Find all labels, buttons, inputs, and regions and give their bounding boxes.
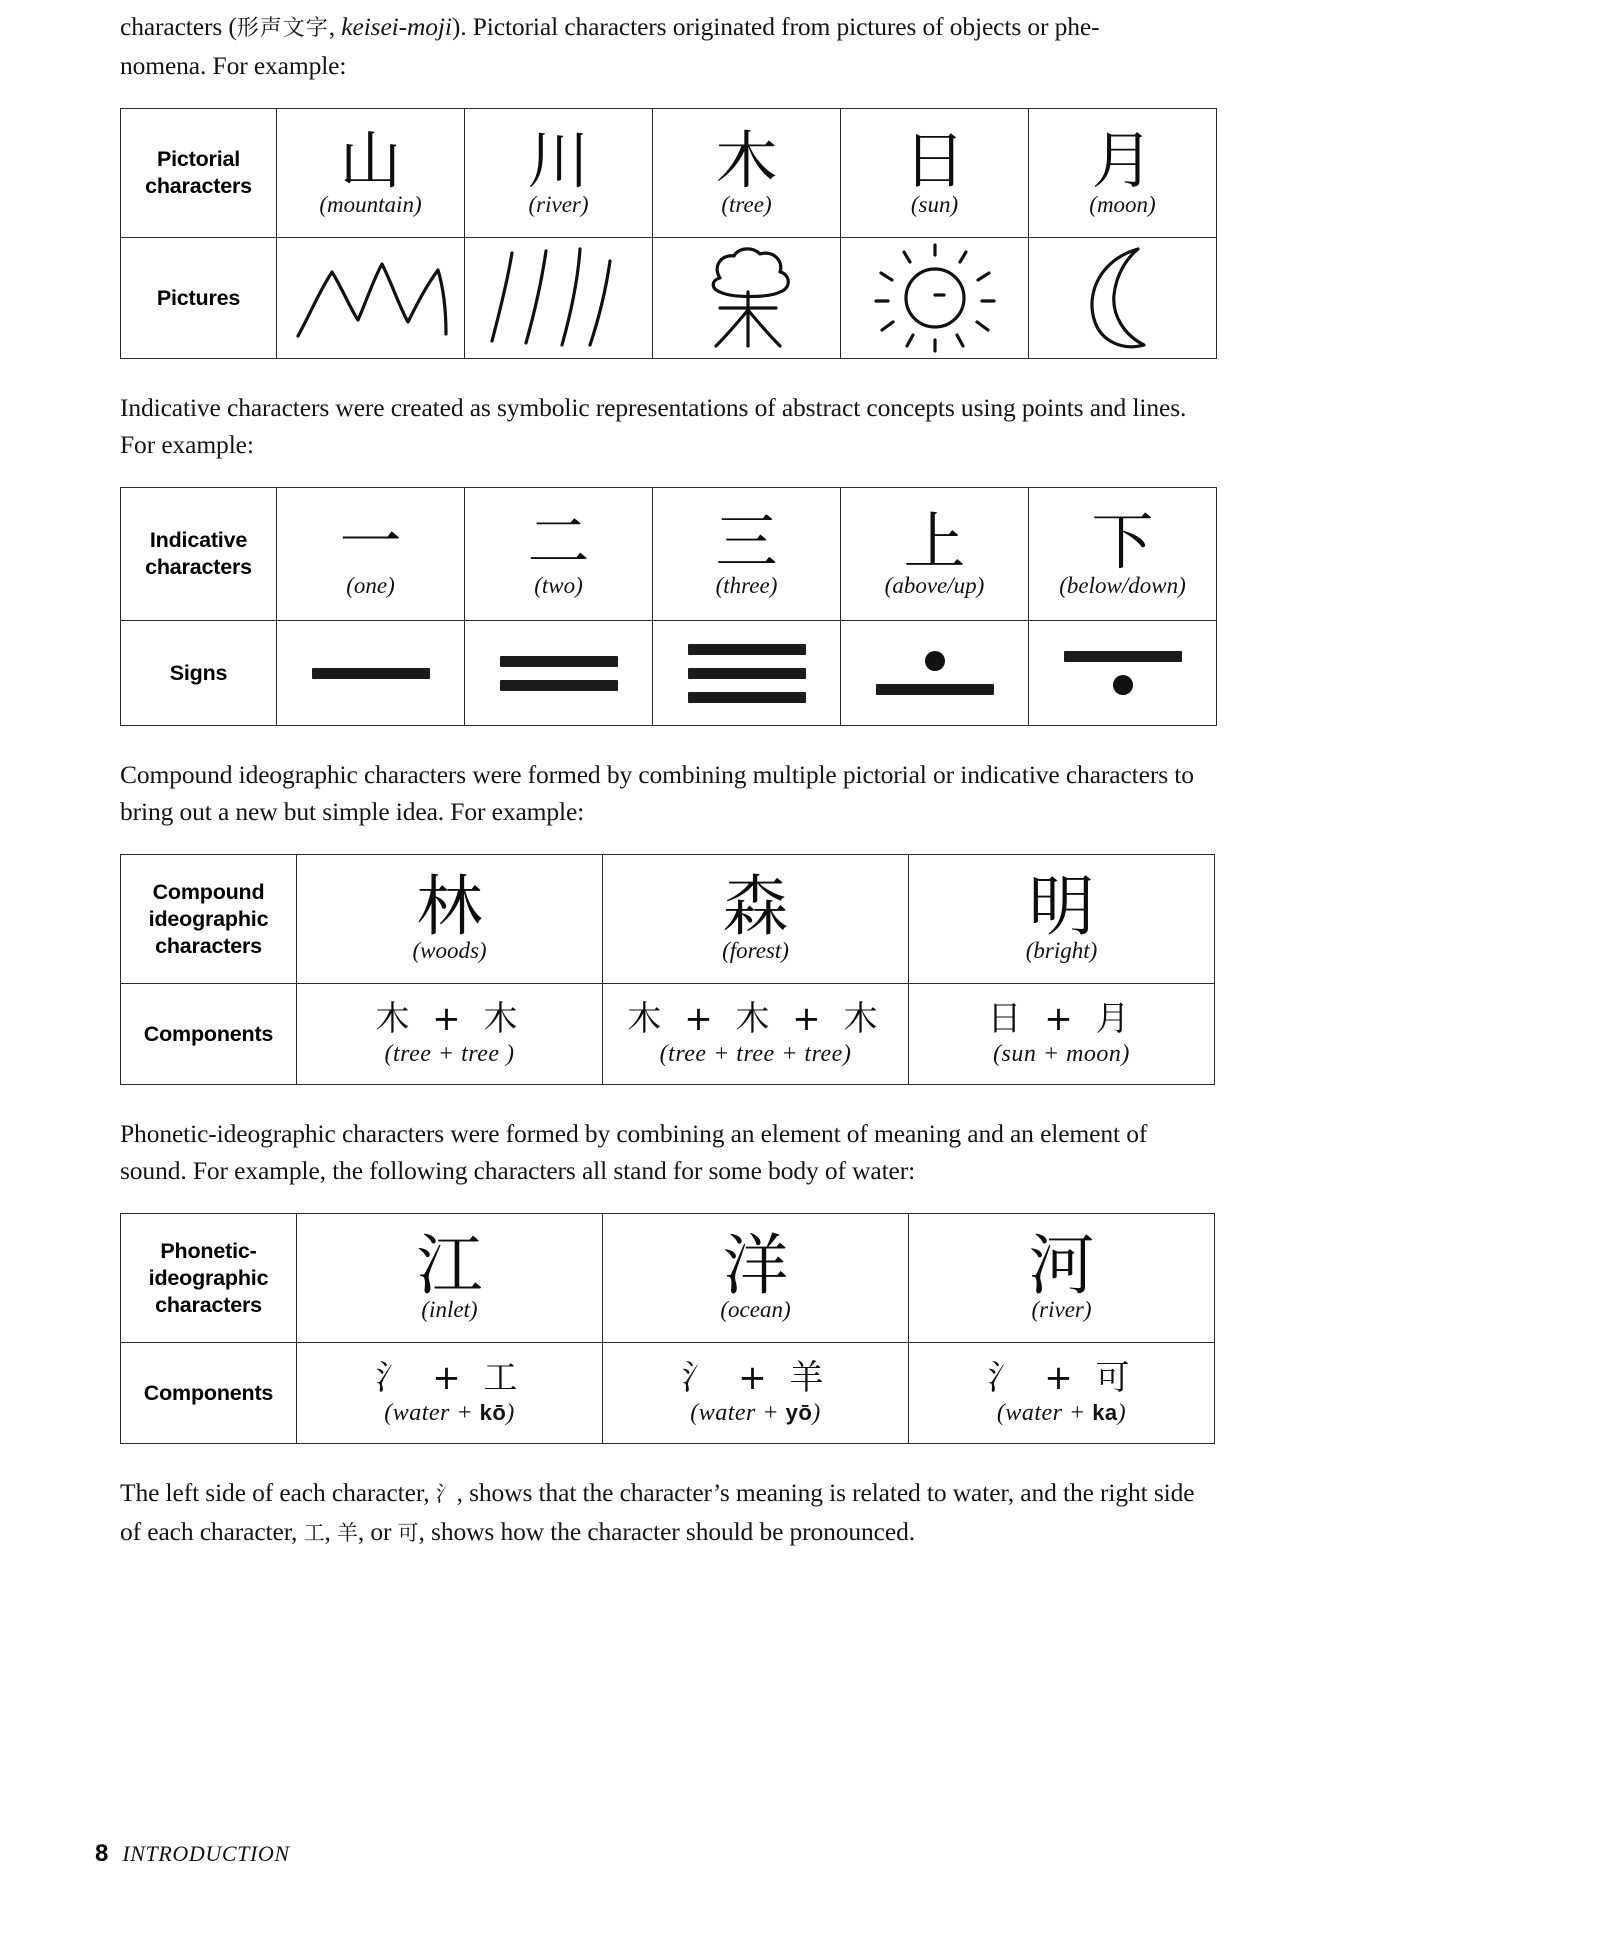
kanji-river-phonetic: 河 xyxy=(1028,1227,1095,1304)
kanji-tree: 木 xyxy=(715,124,778,198)
paragraph-indicative-intro: Indicative characters were created as symbolic representations of abstract concepts using points and lines. For example: xyxy=(120,393,1187,459)
cell-character-tree xyxy=(653,109,841,238)
caption-two: (two) xyxy=(534,572,583,598)
kanji-woods: 林 xyxy=(416,868,483,945)
cell-character-river xyxy=(465,109,653,238)
caption-bright: (bright) xyxy=(1025,938,1098,963)
paragraph-explanation xyxy=(120,1474,1210,1552)
caption-above: (above/up) xyxy=(884,572,985,598)
spacer xyxy=(120,1085,1210,1115)
table-row xyxy=(121,1214,1215,1343)
kanji-bright: 明 xyxy=(1028,868,1095,945)
kanji-ko: 工 xyxy=(303,1521,325,1545)
kanji-forest: 森 xyxy=(722,868,789,945)
cell-character-forest xyxy=(603,855,909,984)
cell-picture-tree xyxy=(653,238,841,359)
cell-components-ocean xyxy=(603,1343,909,1444)
table-row xyxy=(121,488,1217,621)
dot xyxy=(925,651,945,671)
cell-character-bright xyxy=(909,855,1215,984)
kanji-inlet: 江 xyxy=(416,1227,483,1304)
dot-above-bar-sign-icon xyxy=(841,651,1028,695)
bar xyxy=(500,680,618,691)
caption-sun: (sun) xyxy=(910,191,959,217)
spacer xyxy=(120,463,1210,487)
cell-sign-one xyxy=(277,621,465,726)
river-streams-drawing-icon xyxy=(484,245,634,351)
kanji-below: 下 xyxy=(1091,505,1154,579)
cell-components-woods xyxy=(297,984,603,1085)
table-row xyxy=(121,984,1215,1085)
spacer xyxy=(120,830,1210,854)
table-pictorial-characters xyxy=(120,108,1217,359)
spacer xyxy=(120,1444,1210,1474)
paragraph-pictorial-intro xyxy=(120,8,1210,84)
kanji-two: 二 xyxy=(527,505,590,579)
cell-sign-below xyxy=(1029,621,1217,726)
kanji-moon: 月 xyxy=(1091,124,1154,198)
row-label-signs: Signs xyxy=(121,621,277,726)
cell-character-river-phonetic xyxy=(909,1214,1215,1343)
paragraph-5-text-a: The left side of each character, xyxy=(120,1478,436,1507)
caption-woods: (woods) xyxy=(412,938,487,963)
cell-picture-sun xyxy=(841,238,1029,359)
cell-picture-river xyxy=(465,238,653,359)
paragraph-5-text-b: , shows that the character’s meaning is related to water, and the right side of each character, xyxy=(120,1478,1195,1546)
three-bars-sign-icon xyxy=(653,644,840,703)
components-reading-ko: kō xyxy=(479,1400,507,1425)
crescent-moon-drawing-icon xyxy=(1068,243,1178,353)
cell-sign-three xyxy=(653,621,841,726)
spacer xyxy=(120,726,1210,756)
components-kanji-bright: 日 + 月 xyxy=(987,999,1136,1039)
table-row xyxy=(121,238,1217,359)
table-row xyxy=(121,1343,1215,1444)
components-caption-woods: (tree + tree ) xyxy=(384,1041,515,1067)
table-indicative-characters xyxy=(120,487,1217,726)
components-caption-ocean xyxy=(690,1398,821,1428)
components-caption-prefix: (water + xyxy=(690,1400,786,1426)
table-row xyxy=(121,109,1217,238)
row-label-components-compound: Components xyxy=(121,984,297,1085)
components-kanji-ocean: 氵 + 羊 xyxy=(681,1358,830,1398)
table-row xyxy=(121,621,1217,726)
table-compound-ideographic-characters xyxy=(120,854,1215,1085)
row-label-pictorial-characters: Pictorial characters xyxy=(121,109,277,238)
kanji-above: 上 xyxy=(903,505,966,579)
kanji-three: 三 xyxy=(715,505,778,579)
paragraph-1-text-b: , xyxy=(328,12,342,41)
bar xyxy=(688,644,806,655)
cell-picture-mountains xyxy=(277,238,465,359)
bar xyxy=(500,656,618,667)
spacer xyxy=(120,1189,1210,1213)
page-number: 8 xyxy=(95,1840,109,1867)
bar xyxy=(688,668,806,679)
caption-tree: (tree) xyxy=(721,191,772,217)
cell-character-three xyxy=(653,488,841,621)
kanji-ocean: 洋 xyxy=(722,1227,789,1304)
components-caption-inlet xyxy=(384,1398,515,1428)
components-caption-prefix: (water + xyxy=(384,1400,480,1426)
caption-river: (river) xyxy=(528,191,589,217)
two-bars-sign-icon xyxy=(465,656,652,691)
cell-character-below xyxy=(1029,488,1217,621)
caption-inlet: (inlet) xyxy=(421,1297,478,1322)
kanji-river: 川 xyxy=(527,124,590,198)
dot-below-bar-sign-icon xyxy=(1029,651,1216,695)
paragraph-1-text-c: ). Pictorial characters originated from pictures of objects or phe- xyxy=(451,12,1100,41)
spacer xyxy=(120,84,1210,108)
paragraph-5-text-d: , or xyxy=(357,1517,398,1546)
paragraph-phonetic-intro: Phonetic-ideographic characters were formed by combining an element of meaning and an element of sound. For example, the following characters all stand for some body of water: xyxy=(120,1119,1148,1185)
components-caption-river xyxy=(997,1398,1126,1428)
components-caption-suffix: ) xyxy=(506,1400,515,1426)
cell-character-one xyxy=(277,488,465,621)
mountains-drawing-icon xyxy=(286,250,456,346)
components-reading-yo: yō xyxy=(785,1400,813,1425)
table-row xyxy=(121,855,1215,984)
cell-components-river xyxy=(909,1343,1215,1444)
sun-drawing-icon xyxy=(866,243,1004,353)
caption-one: (one) xyxy=(346,572,395,598)
paragraph-1-romaji: keisei-moji xyxy=(341,12,452,41)
bar xyxy=(1064,651,1182,662)
cell-components-inlet xyxy=(297,1343,603,1444)
paragraph-compound-intro: Compound ideographic characters were formed by combining multiple pictorial or indicative characters to bring out a new but simple idea. For example: xyxy=(120,760,1194,826)
cell-sign-above xyxy=(841,621,1029,726)
paragraph-1-kanji-keiseimoji: 形声文字 xyxy=(236,16,329,41)
bar xyxy=(876,684,994,695)
cell-sign-two xyxy=(465,621,653,726)
components-caption-suffix: ) xyxy=(1117,1400,1127,1426)
dot xyxy=(1113,675,1133,695)
kanji-yo: 羊 xyxy=(336,1521,358,1545)
components-kanji-inlet: 氵 + 工 xyxy=(375,1358,524,1398)
cell-character-moon xyxy=(1029,109,1217,238)
kanji-one: 一 xyxy=(339,505,402,579)
components-caption-forest: (tree + tree + tree) xyxy=(659,1041,852,1067)
bar xyxy=(312,668,430,679)
row-label-phonetic-ideographic-characters: Phonetic-ideographic characters xyxy=(121,1214,297,1343)
components-caption-bright: (sun + moon) xyxy=(993,1041,1130,1067)
cell-character-mountain xyxy=(277,109,465,238)
cell-picture-moon xyxy=(1029,238,1217,359)
cell-components-bright xyxy=(909,984,1215,1085)
components-kanji-woods: 木 + 木 xyxy=(375,999,524,1039)
cell-character-woods xyxy=(297,855,603,984)
tree-drawing-icon xyxy=(672,244,822,352)
caption-moon: (moon) xyxy=(1089,191,1156,217)
caption-three: (three) xyxy=(715,572,778,598)
row-label-components-phonetic: Components xyxy=(121,1343,297,1444)
caption-river-phonetic: (river) xyxy=(1031,1297,1092,1322)
components-kanji-river: 氵 + 可 xyxy=(987,1358,1136,1398)
caption-forest: (forest) xyxy=(722,938,789,963)
running-head: INTRODUCTION xyxy=(122,1841,290,1866)
bar xyxy=(688,692,806,703)
one-bar-sign-icon xyxy=(277,668,464,679)
kanji-ka: 可 xyxy=(397,1521,419,1545)
components-reading-ka: ka xyxy=(1092,1400,1118,1425)
cell-character-two xyxy=(465,488,653,621)
caption-mountain: (mountain) xyxy=(319,191,422,217)
kanji-sun: 日 xyxy=(903,124,966,198)
paragraph-1-text-d: nomena. For example: xyxy=(120,51,347,80)
kanji-mountain: 山 xyxy=(339,124,402,198)
components-caption-suffix: ) xyxy=(812,1400,821,1426)
row-label-indicative-characters: Indicative characters xyxy=(121,488,277,621)
radical-water: 氵 xyxy=(435,1482,457,1506)
components-caption-prefix: (water + xyxy=(996,1400,1093,1426)
paragraph-1-text-a: characters ( xyxy=(120,12,237,41)
cell-character-inlet xyxy=(297,1214,603,1343)
caption-ocean: (ocean) xyxy=(720,1297,791,1322)
page-content-column xyxy=(120,8,1210,1552)
paragraph-5-text-e: , shows how the character should be pronounced. xyxy=(418,1517,915,1546)
row-label-compound-ideographic-characters: Compound ideographic characters xyxy=(121,855,297,984)
caption-below: (below/down) xyxy=(1059,572,1186,598)
spacer xyxy=(120,359,1210,389)
page-footer xyxy=(95,1840,290,1868)
paragraph-5-text-c: , xyxy=(324,1517,337,1546)
cell-character-sun xyxy=(841,109,1029,238)
cell-character-above xyxy=(841,488,1029,621)
cell-components-forest xyxy=(603,984,909,1085)
components-kanji-forest: 木 + 木 + 木 xyxy=(627,999,884,1039)
row-label-pictures: Pictures xyxy=(121,238,277,359)
table-phonetic-ideographic-characters xyxy=(120,1213,1215,1444)
cell-character-ocean xyxy=(603,1214,909,1343)
